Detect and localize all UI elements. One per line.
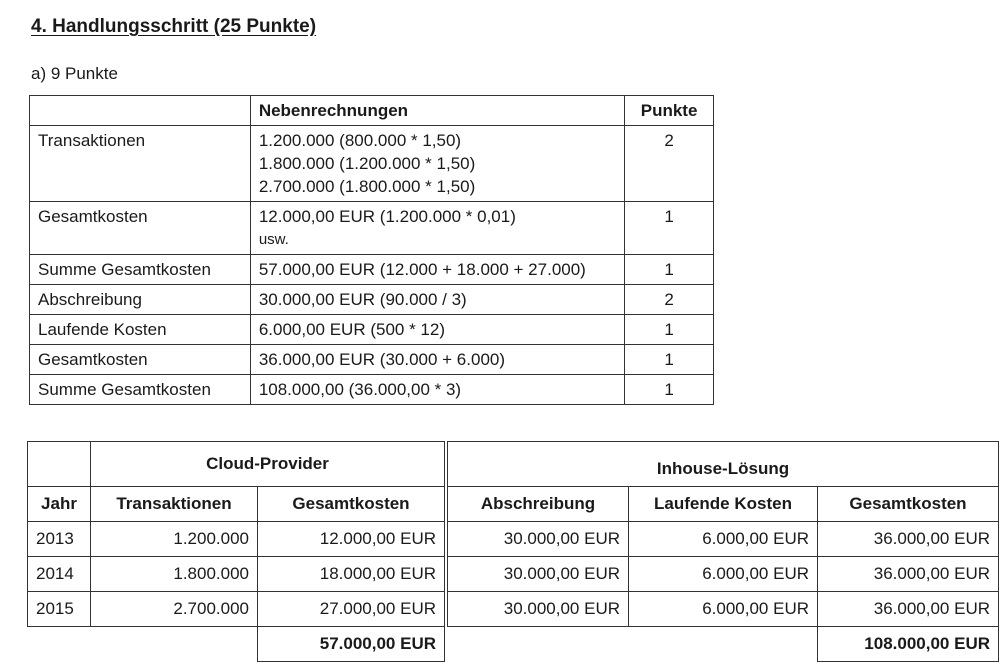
table-row [30, 126, 714, 202]
cell-laufende-kosten: 6.000,00 EUR [629, 557, 818, 592]
row-calculation [250, 126, 624, 202]
header-empty [30, 96, 251, 126]
cell-transaktionen: 1.200.000 [91, 522, 258, 557]
cell-transaktionen: 1.800.000 [91, 557, 258, 592]
row-points: 1 [625, 375, 714, 405]
cell-gesamtkosten-inhouse: 36.000,00 EUR [818, 592, 999, 627]
cell-transaktionen: 2.700.000 [91, 592, 258, 627]
row-calculation: 57.000,00 EUR (12.000 + 18.000 + 27.000) [250, 255, 624, 285]
cell-gesamtkosten-inhouse: 36.000,00 EUR [818, 522, 999, 557]
sum-blank [629, 627, 818, 662]
table-row [28, 557, 999, 592]
table-row [30, 285, 714, 315]
cell-abschreibung: 30.000,00 EUR [448, 592, 629, 627]
group-header-inhouse: Inhouse-Lösung [448, 442, 999, 487]
row-calculation: 108.000,00 (36.000,00 * 3) [250, 375, 624, 405]
sum-blank [28, 627, 91, 662]
row-label: Gesamtkosten [30, 345, 251, 375]
row-label: Summe Gesamtkosten [30, 375, 251, 405]
calculation-table-header [30, 96, 714, 126]
row-points: 2 [625, 126, 714, 202]
header-gesamtkosten-inhouse: Gesamtkosten [818, 487, 999, 522]
row-calculation: 6.000,00 EUR (500 * 12) [250, 315, 624, 345]
cell-gesamtkosten-inhouse: 36.000,00 EUR [818, 557, 999, 592]
header-blank [28, 442, 91, 487]
group-header-cloud: Cloud-Provider [91, 442, 445, 487]
row-label: Abschreibung [30, 285, 251, 315]
row-calculation: 30.000,00 EUR (90.000 / 3) [250, 285, 624, 315]
cell-gesamtkosten-cloud: 18.000,00 EUR [258, 557, 445, 592]
sum-row [28, 627, 999, 662]
row-label: Laufende Kosten [30, 315, 251, 345]
row-label: Transaktionen [30, 126, 251, 202]
cell-abschreibung: 30.000,00 EUR [448, 522, 629, 557]
cost-comparison-table [27, 441, 999, 662]
calculation-table [29, 95, 714, 405]
table-row [30, 255, 714, 285]
table-row [30, 375, 714, 405]
row-points: 1 [625, 255, 714, 285]
cell-laufende-kosten: 6.000,00 EUR [629, 592, 818, 627]
group-header-row [28, 442, 999, 487]
header-laufende-kosten: Laufende Kosten [629, 487, 818, 522]
column-header-row [28, 487, 999, 522]
cell-laufende-kosten: 6.000,00 EUR [629, 522, 818, 557]
row-points: 1 [625, 202, 714, 255]
calc-line: 1.200.000 (800.000 * 1,50) [258, 131, 462, 150]
calc-line: 1.800.000 (1.200.000 * 1,50) [258, 154, 476, 173]
sum-blank [448, 627, 629, 662]
cell-gesamtkosten-cloud: 27.000,00 EUR [258, 592, 445, 627]
header-transaktionen: Transaktionen [91, 487, 258, 522]
sum-cloud: 57.000,00 EUR [258, 627, 445, 662]
header-jahr: Jahr [28, 487, 91, 522]
cell-year: 2015 [28, 592, 91, 627]
cell-year: 2014 [28, 557, 91, 592]
row-calculation: 36.000,00 EUR (30.000 + 6.000) [250, 345, 624, 375]
table-row [30, 202, 714, 255]
header-nebenrechnungen: Nebenrechnungen [250, 96, 624, 126]
table-row [30, 345, 714, 375]
row-label: Gesamtkosten [30, 202, 251, 255]
row-calculation [250, 202, 624, 255]
header-punkte: Punkte [625, 96, 714, 126]
table-row [28, 592, 999, 627]
cell-gesamtkosten-cloud: 12.000,00 EUR [258, 522, 445, 557]
calc-line: 12.000,00 EUR (1.200.000 * 0,01) [258, 207, 516, 226]
header-abschreibung: Abschreibung [448, 487, 629, 522]
row-points: 1 [625, 315, 714, 345]
sum-inhouse: 108.000,00 EUR [818, 627, 999, 662]
cell-abschreibung: 30.000,00 EUR [448, 557, 629, 592]
sum-blank [91, 627, 258, 662]
table-row [28, 522, 999, 557]
cell-year: 2013 [28, 522, 91, 557]
table-row [30, 315, 714, 345]
subtask-label: a) 9 Punkte [31, 64, 118, 83]
row-points: 2 [625, 285, 714, 315]
calc-line: usw. [258, 231, 289, 248]
row-label: Summe Gesamtkosten [30, 255, 251, 285]
calc-line: 2.700.000 (1.800.000 * 1,50) [258, 177, 476, 196]
header-gesamtkosten-cloud: Gesamtkosten [258, 487, 445, 522]
section-heading: 4. Handlungsschritt (25 Punkte) [31, 16, 317, 37]
row-points: 1 [625, 345, 714, 375]
